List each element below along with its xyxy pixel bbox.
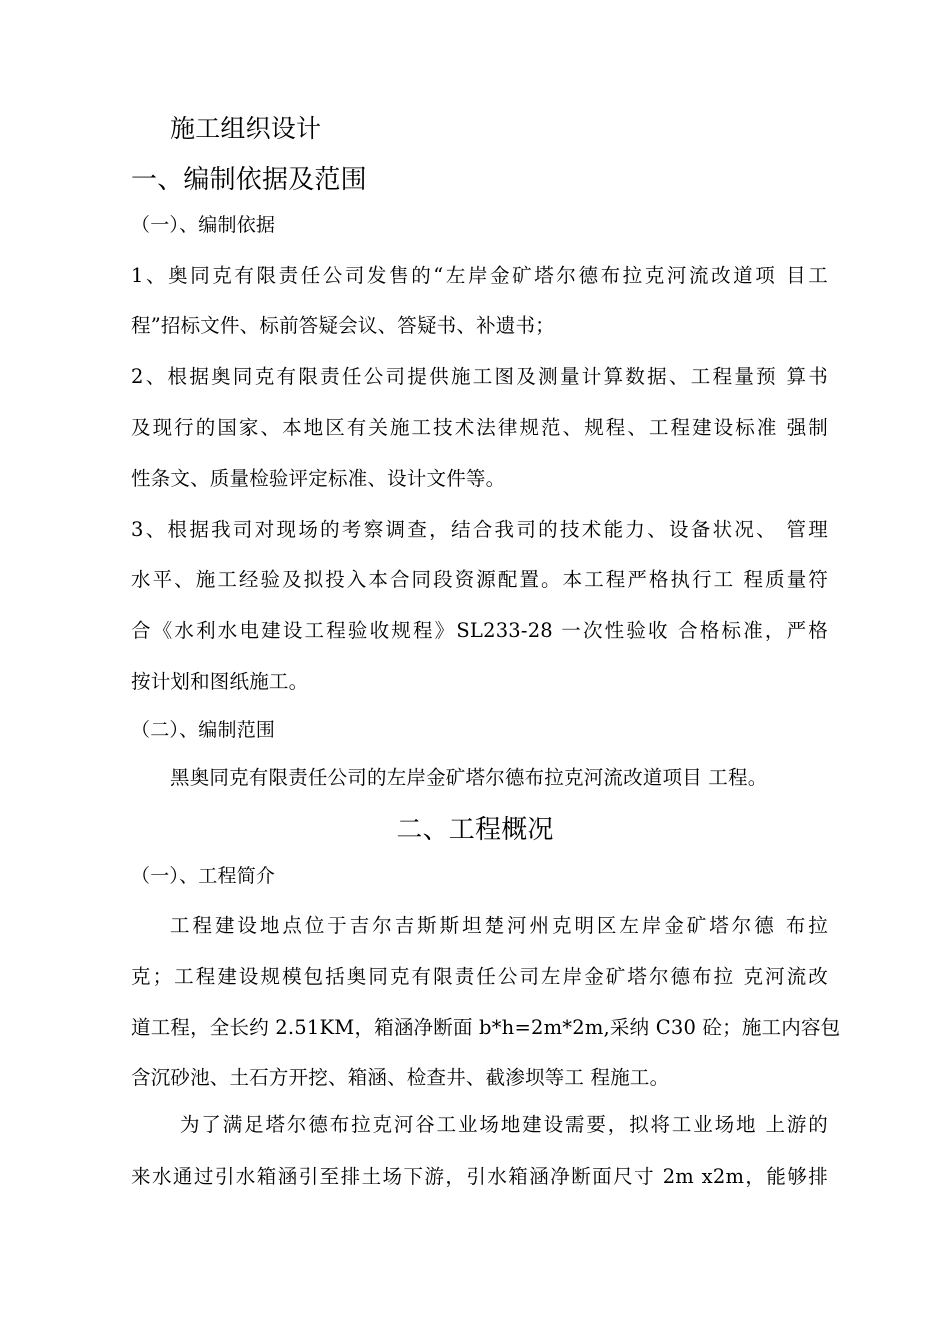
para1-line2: 克；工程建设规模包括奥同克有限责任公司左岸金矿塔尔德布拉 克河流改 (131, 965, 828, 988)
para1-line4: 含沉砂池、土石方开挖、箱涵、检查井、截渗坝等工 程施工。 (131, 1066, 670, 1089)
item1-line1: 1、奥同克有限责任公司发售的“左岸金矿塔尔德布拉克河流改道项 目工 (131, 264, 828, 287)
item2-line1: 2、根据奥同克有限责任公司提供施工图及测量计算数据、工程量预 算书 (131, 365, 828, 388)
item3-line1: 3、根据我司对现场的考察调查，结合我司的技术能力、设备状况、 管理 (131, 518, 828, 541)
item1-line2: 程”招标文件、标前答疑会议、答疑书、补遗书； (131, 314, 555, 337)
item3-line4: 按计划和图纸施工。 (131, 670, 309, 693)
item3-line2: 水平、施工经验及拟投入本合同段资源配置。本工程严格执行工 程质量符 (131, 568, 828, 591)
para2-line2: 来水通过引水箱涵引至排土场下游，引水箱涵净断面尺寸 2m x2m，能够排 (131, 1165, 828, 1188)
para1-line3: 道工程，全长约 2.51KM，箱涵净断面 b*h=2m*2m,采纳 C30 砼；施工内容包 (131, 1016, 841, 1039)
section1-sub1-heading: （一）、编制依据 (131, 214, 276, 236)
section1-heading: 一、编制依据及范围 (131, 165, 367, 195)
section1-sub2-heading: （二）、编制范围 (131, 719, 276, 741)
scope-text: 黑奥同克有限责任公司的左岸金矿塔尔德布拉克河流改道项目 工程。 (170, 766, 768, 789)
para1-line1: 工程建设地点位于吉尔吉斯斯坦楚河州克明区左岸金矿塔尔德 布拉 (170, 914, 828, 937)
para2-line1: 为了满足塔尔德布拉克河谷工业场地建设需要，拟将工业场地 上游的 (180, 1113, 828, 1136)
item3-line3: 合《水利水电建设工程验收规程》SL233-28 一次性验收 合格标准，严格 (131, 619, 828, 642)
section2-sub1-heading: （一）、工程简介 (131, 865, 276, 887)
item2-line3: 性条文、质量检验评定标准、设计文件等。 (131, 467, 506, 490)
item2-line2: 及现行的国家、本地区有关施工技术法律规范、规程、工程建设标准 强制 (131, 416, 828, 439)
section2-heading: 二、工程概况 (396, 815, 554, 845)
document-title: 施工组织设计 (170, 114, 322, 143)
